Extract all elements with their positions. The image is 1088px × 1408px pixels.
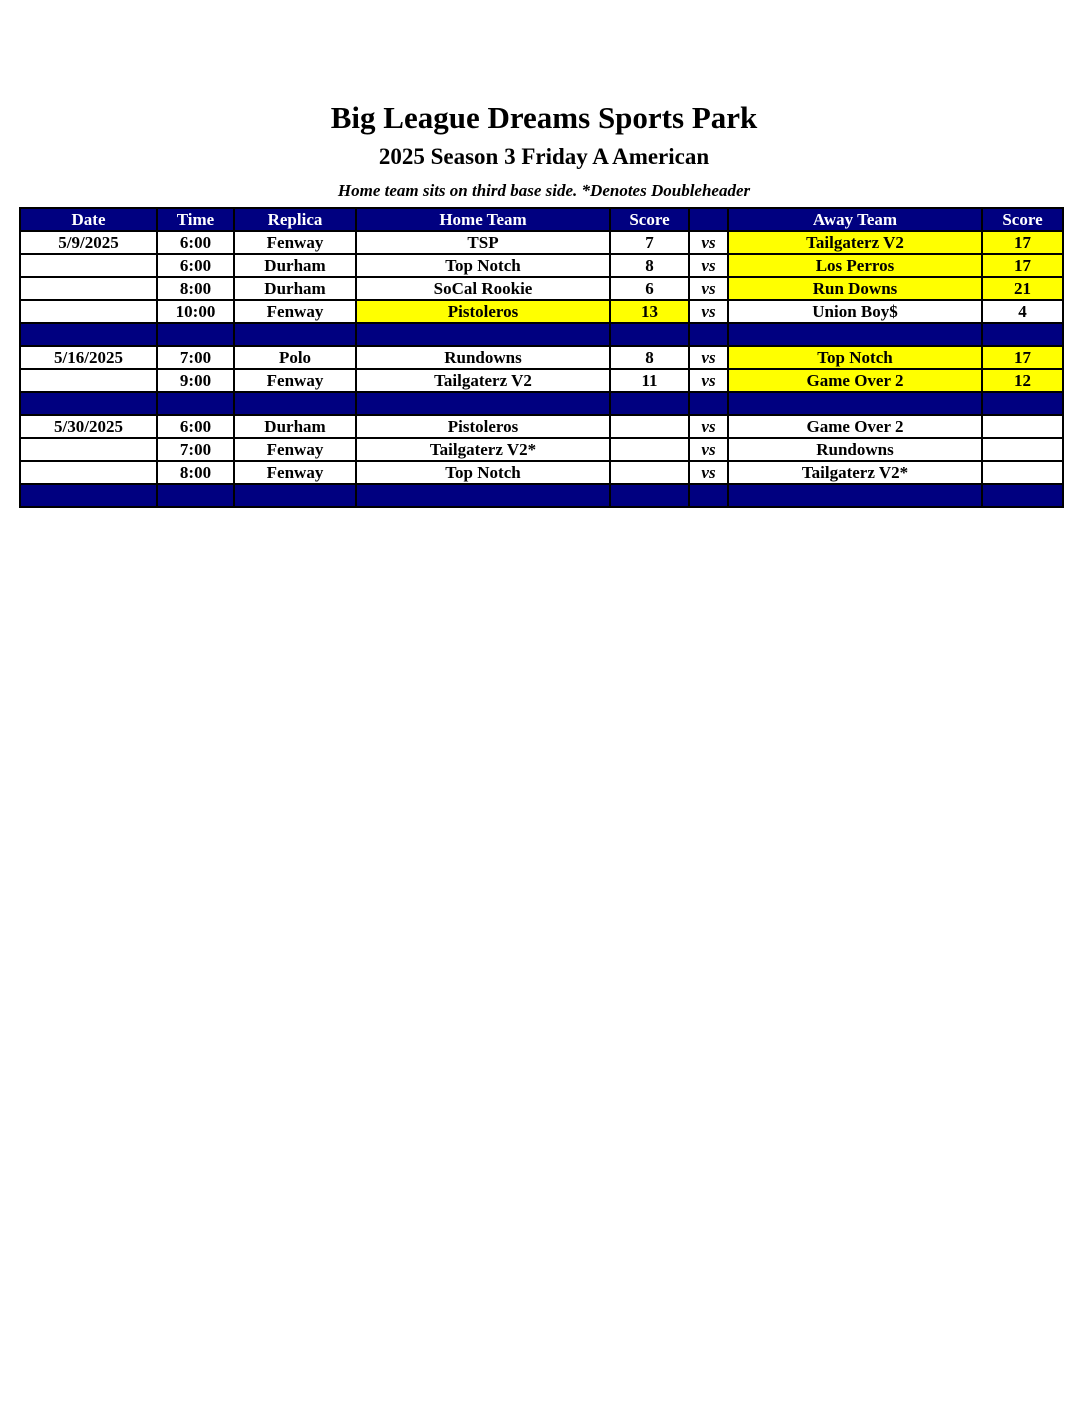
- cell-away-score: 21: [982, 277, 1063, 300]
- cell-vs: vs: [689, 254, 728, 277]
- cell-home-score: 7: [610, 231, 689, 254]
- separator-cell: [728, 484, 982, 507]
- week-separator-row: [20, 323, 1063, 346]
- cell-replica: Fenway: [234, 438, 356, 461]
- cell-replica: Fenway: [234, 369, 356, 392]
- cell-vs: vs: [689, 438, 728, 461]
- cell-home-team: Pistoleros: [356, 300, 610, 323]
- cell-date: [20, 277, 157, 300]
- cell-time: 6:00: [157, 415, 234, 438]
- separator-cell: [157, 323, 234, 346]
- separator-cell: [610, 392, 689, 415]
- cell-home-team: Top Notch: [356, 254, 610, 277]
- cell-home-score: 8: [610, 346, 689, 369]
- cell-date: 5/9/2025: [20, 231, 157, 254]
- separator-cell: [689, 484, 728, 507]
- cell-home-team: Pistoleros: [356, 415, 610, 438]
- separator-cell: [728, 323, 982, 346]
- cell-away-team: Top Notch: [728, 346, 982, 369]
- cell-home-score: 13: [610, 300, 689, 323]
- cell-away-score: 17: [982, 254, 1063, 277]
- cell-time: 9:00: [157, 369, 234, 392]
- cell-date: [20, 461, 157, 484]
- cell-date: 5/16/2025: [20, 346, 157, 369]
- cell-replica: Fenway: [234, 231, 356, 254]
- cell-away-score: [982, 438, 1063, 461]
- week-separator-row: [20, 392, 1063, 415]
- cell-time: 6:00: [157, 231, 234, 254]
- cell-date: [20, 254, 157, 277]
- cell-date: [20, 438, 157, 461]
- cell-replica: Fenway: [234, 461, 356, 484]
- cell-vs: vs: [689, 277, 728, 300]
- cell-time: 8:00: [157, 461, 234, 484]
- cell-home-score: [610, 461, 689, 484]
- cell-vs: vs: [689, 300, 728, 323]
- cell-away-score: 17: [982, 231, 1063, 254]
- cell-home-team: SoCal Rookie: [356, 277, 610, 300]
- cell-home-team: TSP: [356, 231, 610, 254]
- week-separator-row: [20, 484, 1063, 507]
- separator-cell: [20, 323, 157, 346]
- column-header-replica: Replica: [234, 208, 356, 231]
- column-header-home-team: Home Team: [356, 208, 610, 231]
- cell-away-team: Tailgaterz V2: [728, 231, 982, 254]
- cell-date: [20, 300, 157, 323]
- cell-away-score: [982, 461, 1063, 484]
- cell-replica: Durham: [234, 415, 356, 438]
- cell-time: 7:00: [157, 438, 234, 461]
- separator-cell: [234, 323, 356, 346]
- cell-away-team: Rundowns: [728, 438, 982, 461]
- table-row: [20, 277, 1063, 300]
- cell-vs: vs: [689, 231, 728, 254]
- cell-home-score: [610, 415, 689, 438]
- cell-vs: vs: [689, 369, 728, 392]
- cell-replica: Fenway: [234, 300, 356, 323]
- cell-home-team: Tailgaterz V2: [356, 369, 610, 392]
- table-header-row: [20, 208, 1063, 231]
- separator-cell: [157, 484, 234, 507]
- cell-away-team: Union Boy$: [728, 300, 982, 323]
- table-row: [20, 346, 1063, 369]
- cell-replica: Polo: [234, 346, 356, 369]
- cell-away-score: 17: [982, 346, 1063, 369]
- cell-away-team: Game Over 2: [728, 415, 982, 438]
- schedule-table: [19, 207, 1064, 508]
- column-header-vs: [689, 208, 728, 231]
- page-title: Big League Dreams Sports Park: [330, 100, 758, 135]
- cell-away-team: Run Downs: [728, 277, 982, 300]
- cell-home-score: [610, 438, 689, 461]
- cell-time: 7:00: [157, 346, 234, 369]
- table-row: [20, 254, 1063, 277]
- separator-cell: [982, 392, 1063, 415]
- table-row: [20, 369, 1063, 392]
- separator-cell: [982, 484, 1063, 507]
- cell-date: [20, 369, 157, 392]
- doubleheader-note: Home team sits on third base side. *Denotes Doubleheader: [337, 181, 751, 200]
- cell-away-score: 12: [982, 369, 1063, 392]
- column-header-home-score: Score: [610, 208, 689, 231]
- table-row: [20, 415, 1063, 438]
- cell-vs: vs: [689, 461, 728, 484]
- separator-cell: [157, 392, 234, 415]
- cell-vs: vs: [689, 346, 728, 369]
- cell-home-team: Rundowns: [356, 346, 610, 369]
- separator-cell: [20, 484, 157, 507]
- cell-replica: Durham: [234, 277, 356, 300]
- cell-time: 6:00: [157, 254, 234, 277]
- separator-cell: [610, 484, 689, 507]
- cell-date: 5/30/2025: [20, 415, 157, 438]
- separator-cell: [689, 392, 728, 415]
- page-subtitle: 2025 Season 3 Friday A American: [378, 144, 710, 169]
- cell-away-score: [982, 415, 1063, 438]
- cell-home-score: 6: [610, 277, 689, 300]
- separator-cell: [689, 323, 728, 346]
- column-header-date: Date: [20, 208, 157, 231]
- cell-away-team: Game Over 2: [728, 369, 982, 392]
- cell-away-team: Tailgaterz V2*: [728, 461, 982, 484]
- cell-time: 8:00: [157, 277, 234, 300]
- column-header-away-team: Away Team: [728, 208, 982, 231]
- separator-cell: [356, 323, 610, 346]
- table-row: [20, 300, 1063, 323]
- separator-cell: [234, 484, 356, 507]
- cell-vs: vs: [689, 415, 728, 438]
- column-header-away-score: Score: [982, 208, 1063, 231]
- separator-cell: [356, 392, 610, 415]
- cell-home-team: Top Notch: [356, 461, 610, 484]
- cell-away-score: 4: [982, 300, 1063, 323]
- separator-cell: [728, 392, 982, 415]
- separator-cell: [234, 392, 356, 415]
- column-header-time: Time: [157, 208, 234, 231]
- table-row: [20, 461, 1063, 484]
- cell-replica: Durham: [234, 254, 356, 277]
- separator-cell: [356, 484, 610, 507]
- cell-home-team: Tailgaterz V2*: [356, 438, 610, 461]
- cell-away-team: Los Perros: [728, 254, 982, 277]
- cell-home-score: 11: [610, 369, 689, 392]
- cell-home-score: 8: [610, 254, 689, 277]
- separator-cell: [982, 323, 1063, 346]
- table-row: [20, 231, 1063, 254]
- separator-cell: [20, 392, 157, 415]
- separator-cell: [610, 323, 689, 346]
- cell-time: 10:00: [157, 300, 234, 323]
- table-row: [20, 438, 1063, 461]
